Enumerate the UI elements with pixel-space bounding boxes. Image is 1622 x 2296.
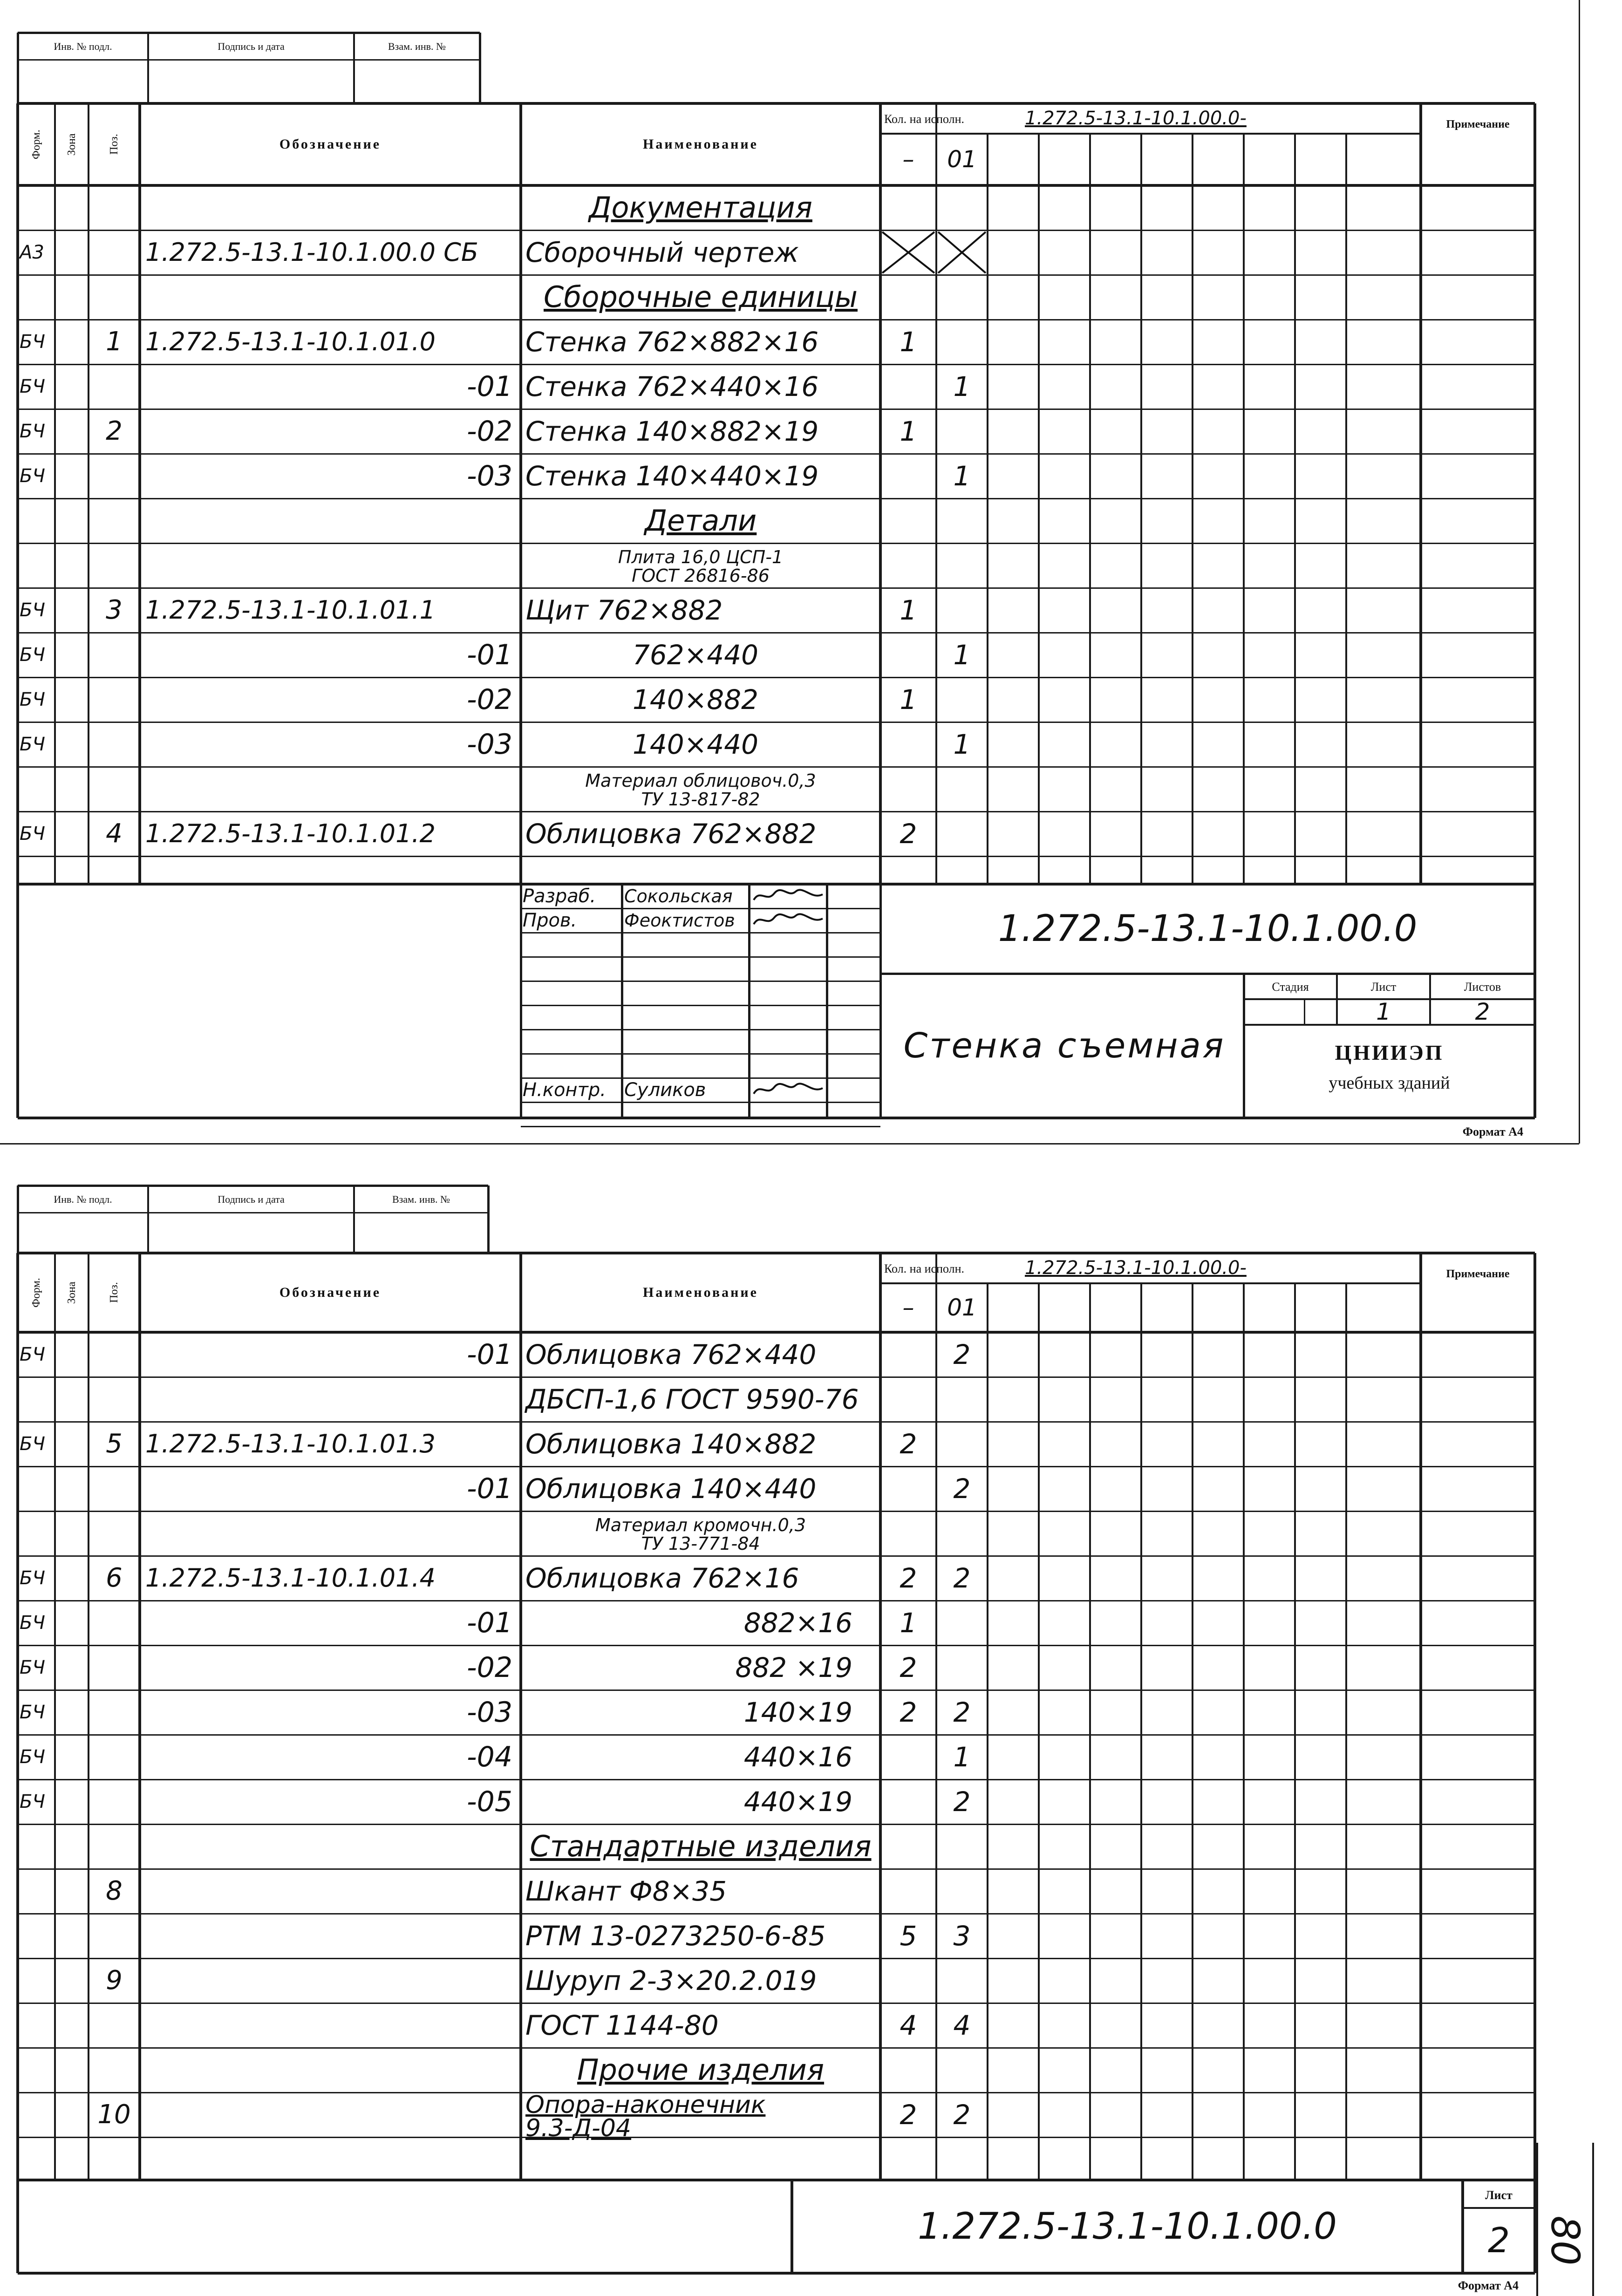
cell-qty-1: 1 xyxy=(900,1607,917,1639)
cell-name: РТМ 13-0273250-6-85 xyxy=(525,1920,826,1952)
cell-qty-2: 1 xyxy=(953,729,971,760)
cell-form: БЧ xyxy=(20,1433,45,1455)
cell-form: БЧ xyxy=(20,689,45,710)
cell-qty-2: 2 xyxy=(953,1339,971,1370)
col-pos-header: Поз. xyxy=(108,134,120,155)
cell-designation: -02 xyxy=(467,1651,512,1684)
stamp-left xyxy=(16,884,19,1118)
stamp-sign-row xyxy=(521,1029,880,1030)
cell-qty-2: 2 xyxy=(953,1473,971,1505)
cell-qty-2: 3 xyxy=(953,1920,971,1952)
qty-title-label: Кол. на исполн. xyxy=(884,1262,965,1275)
cell-name: Материал кромочн.0,3 ТУ 13-771-84 xyxy=(595,1515,806,1554)
cell-name: Шкант Ф8×35 xyxy=(525,1875,727,1907)
stamp-col xyxy=(520,884,522,1118)
stamp-left xyxy=(16,2180,19,2273)
cell-designation: -01 xyxy=(467,1338,512,1371)
cell-pos: 6 xyxy=(106,1563,123,1593)
cell-designation: -03 xyxy=(467,460,512,492)
col-zone-header: Зона xyxy=(66,133,78,156)
cell-qty-1: 2 xyxy=(900,818,917,850)
col-form-header: Форм. xyxy=(30,129,42,159)
cell-pos: 1 xyxy=(106,327,123,357)
cell-name: 762×440 xyxy=(633,639,759,671)
nkontr-label: Н.контр. xyxy=(523,1079,606,1101)
doc-code: 1.272.5-13.1-10.1.00.0 xyxy=(918,2206,1337,2248)
cell-designation: -02 xyxy=(467,415,512,448)
signature-nkontr xyxy=(751,1078,825,1102)
org-subname: учебных зданий xyxy=(1329,1073,1450,1093)
cell-pos: 3 xyxy=(106,595,123,625)
cell-form: БЧ xyxy=(20,823,45,845)
col-zone-header: Зона xyxy=(66,1281,78,1304)
cell-form: БЧ xyxy=(20,1702,45,1723)
inv-no-label: Инв. № подл. xyxy=(54,1193,112,1205)
cell-designation: -01 xyxy=(467,639,512,671)
qty-col2-header: 01 xyxy=(947,1294,977,1321)
cell-qty-2: 1 xyxy=(953,1741,971,1773)
cell-pos: 5 xyxy=(106,1429,123,1459)
cross-mark-icon xyxy=(880,230,936,275)
qty-col2-header: 01 xyxy=(947,146,977,173)
right-edge xyxy=(1579,0,1580,1144)
cell-qty-2: 2 xyxy=(953,1696,971,1728)
cell-name: Плита 16,0 ЦСП-1 ГОСТ 26816-86 xyxy=(618,547,784,586)
cell-qty-1: 2 xyxy=(900,1696,917,1728)
qty-title-label: Кол. на исполн. xyxy=(884,112,965,126)
cell-qty-1: 1 xyxy=(900,416,917,447)
sheets-label: Листов xyxy=(1464,980,1501,994)
prov-name: Феоктистов xyxy=(624,910,735,931)
sign-date-label: Подпись и дата xyxy=(218,41,285,52)
col-note-header: Примечание xyxy=(1446,1268,1510,1280)
qty-col1-header: – xyxy=(902,1294,914,1321)
stamp-sign-row xyxy=(521,956,880,958)
cell-name: Прочие изделия xyxy=(577,2053,825,2087)
cell-name: Облицовка 762×882 xyxy=(525,818,817,850)
stamp-col xyxy=(748,884,750,1118)
cell-designation: -01 xyxy=(467,1607,512,1639)
cell-name: Опора-наконечник 9.3-Д-04 xyxy=(525,2091,766,2142)
col-designation-header: Обозначение xyxy=(279,1285,382,1300)
cell-name: Детали xyxy=(644,504,757,538)
cell-form: БЧ xyxy=(20,734,45,755)
cell-designation: -01 xyxy=(467,370,512,403)
col-note-header: Примечание xyxy=(1446,118,1510,130)
cell-pos: 10 xyxy=(97,2099,131,2130)
cell-qty-1: 5 xyxy=(900,1920,917,1952)
cell-name: ГОСТ 1144-80 xyxy=(525,2010,719,2041)
col-designation-header: Обозначение xyxy=(279,136,382,152)
side-box-left xyxy=(1536,2143,1538,2296)
cell-designation: -02 xyxy=(467,683,512,716)
inv-table-top xyxy=(18,1185,488,1187)
nkontr-name: Суликов xyxy=(624,1079,706,1101)
cell-designation: -03 xyxy=(467,728,512,761)
format-label: Формат А4 xyxy=(1458,2279,1519,2292)
cell-qty-1: 1 xyxy=(900,684,917,715)
doc-code: 1.272.5-13.1-10.1.00.0 xyxy=(998,908,1418,950)
cell-name: 882 ×19 xyxy=(735,1652,852,1683)
cell-name: Стенка 762×440×16 xyxy=(525,371,819,402)
cell-name: Сборочные единицы xyxy=(543,280,858,314)
sign-date-label: Подпись и дата xyxy=(218,1193,285,1205)
cell-designation: 1.272.5-13.1-10.1.01.0 xyxy=(145,327,436,356)
cell-qty-1: 4 xyxy=(900,2010,917,2041)
sheet-number: 2 xyxy=(1487,2221,1510,2261)
cell-name: Стенка 140×440×19 xyxy=(525,460,819,492)
cell-designation: -03 xyxy=(467,1696,512,1729)
cell-designation: 1.272.5-13.1-10.1.01.3 xyxy=(145,1429,436,1458)
signature-prov xyxy=(751,908,825,933)
stamp-bottom xyxy=(18,2272,1535,2275)
inv-table-mid xyxy=(18,1212,488,1213)
stamp-col xyxy=(826,884,828,1118)
col-form-header: Форм. xyxy=(30,1278,42,1308)
cell-form: БЧ xyxy=(20,1657,45,1678)
cell-designation: 1.272.5-13.1-10.1.01.1 xyxy=(145,595,436,625)
col-pos-header: Поз. xyxy=(108,1282,120,1303)
cell-form: БЧ xyxy=(20,1746,45,1768)
stamp-bottom xyxy=(18,1117,1535,1119)
stamp-sign-row xyxy=(521,1005,880,1006)
cell-form: БЧ xyxy=(20,376,45,397)
cell-qty-2: 2 xyxy=(953,1786,971,1818)
cell-qty-2: 4 xyxy=(953,2010,971,2041)
cell-designation: 1.272.5-13.1-10.1.01.4 xyxy=(145,1563,436,1593)
cell-name: 882×16 xyxy=(743,1607,852,1639)
cell-name: 440×19 xyxy=(743,1786,852,1818)
inv-no-label: Инв. № подл. xyxy=(54,41,112,52)
stamp-sign-row xyxy=(521,1053,880,1055)
stamp-col xyxy=(621,884,623,1118)
cell-designation: -01 xyxy=(467,1472,512,1505)
cell-name: Сборочный чертеж xyxy=(525,237,799,268)
side-page-number: 80 xyxy=(1542,2215,1588,2266)
cell-designation: -05 xyxy=(467,1785,512,1818)
cell-name: Стандартные изделия xyxy=(530,1829,872,1863)
col-name-header: Наименование xyxy=(643,1285,758,1300)
vzam-label: Взам. инв. № xyxy=(392,1193,450,1205)
signature-razrab xyxy=(751,884,825,908)
vzam-label: Взам. инв. № xyxy=(388,41,446,52)
cell-qty-1: 2 xyxy=(900,1562,917,1594)
cell-form: БЧ xyxy=(20,421,45,442)
cell-qty-1: 2 xyxy=(900,1652,917,1683)
cell-pos: 9 xyxy=(106,1965,123,1996)
cell-designation: -04 xyxy=(467,1741,512,1773)
cell-form: БЧ xyxy=(20,644,45,666)
org-name: ЦНИИЭП xyxy=(1335,1041,1444,1064)
cell-name: Шуруп 2-3×20.2.019 xyxy=(525,1965,817,1996)
cell-name: Облицовка 762×440 xyxy=(525,1339,817,1370)
inv-table-top xyxy=(18,32,480,34)
side-box-right xyxy=(1592,2143,1594,2296)
sheet-label: Лист xyxy=(1370,980,1397,994)
format-label: Формат А4 xyxy=(1462,1125,1523,1138)
stage-label: Стадия xyxy=(1272,980,1309,994)
stamp-stage-sub xyxy=(1304,999,1305,1025)
cell-name: 140×440 xyxy=(633,729,759,760)
cell-form: БЧ xyxy=(20,1344,45,1365)
cell-qty-2: 2 xyxy=(953,1562,971,1594)
cell-designation: 1.272.5-13.1-10.1.00.0 СБ xyxy=(145,238,478,267)
col-name-header: Наименование xyxy=(643,136,758,152)
sheet-label: Лист xyxy=(1485,2188,1513,2202)
razrab-name: Сокольская xyxy=(624,886,733,906)
cell-name: Щит 762×882 xyxy=(525,594,723,626)
cell-name: Документация xyxy=(589,191,812,225)
cell-qty-2: 2 xyxy=(953,2099,971,2131)
cell-qty-2: 1 xyxy=(953,639,971,671)
cell-form: БЧ xyxy=(20,1791,45,1812)
cell-name: 440×16 xyxy=(743,1741,852,1773)
cell-qty-1: 2 xyxy=(900,2099,917,2131)
sheets-total: 2 xyxy=(1475,998,1490,1025)
cell-name: Облицовка 140×882 xyxy=(525,1428,817,1460)
cell-name: ДБСП-1,6 ГОСТ 9590-76 xyxy=(525,1383,859,1415)
cell-name: 140×19 xyxy=(743,1696,852,1728)
sheet-cut-line xyxy=(0,1143,1579,1145)
cell-pos: 4 xyxy=(106,818,123,849)
cell-qty-2: 1 xyxy=(953,371,971,402)
cell-form: БЧ xyxy=(20,331,45,353)
cell-qty-1: 1 xyxy=(900,594,917,626)
cell-form: БЧ xyxy=(20,465,45,487)
cell-pos: 8 xyxy=(106,1876,123,1906)
qty-code-label: 1.272.5-13.1-10.1.00.0- xyxy=(1025,108,1247,129)
stamp-sign-row xyxy=(521,1126,880,1127)
stamp-top xyxy=(18,2179,1535,2181)
cell-qty-1: 2 xyxy=(900,1428,917,1460)
cell-form: БЧ xyxy=(20,600,45,621)
doc-title: Стенка съемная xyxy=(903,1026,1226,1066)
stamp-sign-row xyxy=(521,981,880,982)
razrab-label: Разраб. xyxy=(523,886,596,907)
cell-name: 140×882 xyxy=(633,684,759,715)
cell-designation: 1.272.5-13.1-10.1.01.2 xyxy=(145,819,436,848)
cell-name: Облицовка 762×16 xyxy=(525,1562,799,1594)
cell-name: Стенка 762×882×16 xyxy=(525,326,819,358)
cell-qty-1: 1 xyxy=(900,326,917,358)
cell-form: А3 xyxy=(20,242,44,263)
cross-mark-icon xyxy=(936,230,988,275)
cell-name: Облицовка 140×440 xyxy=(525,1473,817,1505)
cell-name: Материал облицовоч.0,3 ТУ 13-817-82 xyxy=(585,770,816,810)
cell-name: Стенка 140×882×19 xyxy=(525,416,819,447)
sheet-number: 1 xyxy=(1376,998,1391,1025)
cell-form: БЧ xyxy=(20,1612,45,1634)
cell-pos: 2 xyxy=(106,416,123,446)
qty-col1-header: – xyxy=(902,146,914,173)
inv-table-mid xyxy=(18,59,480,61)
cell-qty-2: 1 xyxy=(953,460,971,492)
prov-label: Пров. xyxy=(523,910,577,931)
qty-code-label: 1.272.5-13.1-10.1.00.0- xyxy=(1025,1257,1247,1279)
cell-form: БЧ xyxy=(20,1567,45,1589)
